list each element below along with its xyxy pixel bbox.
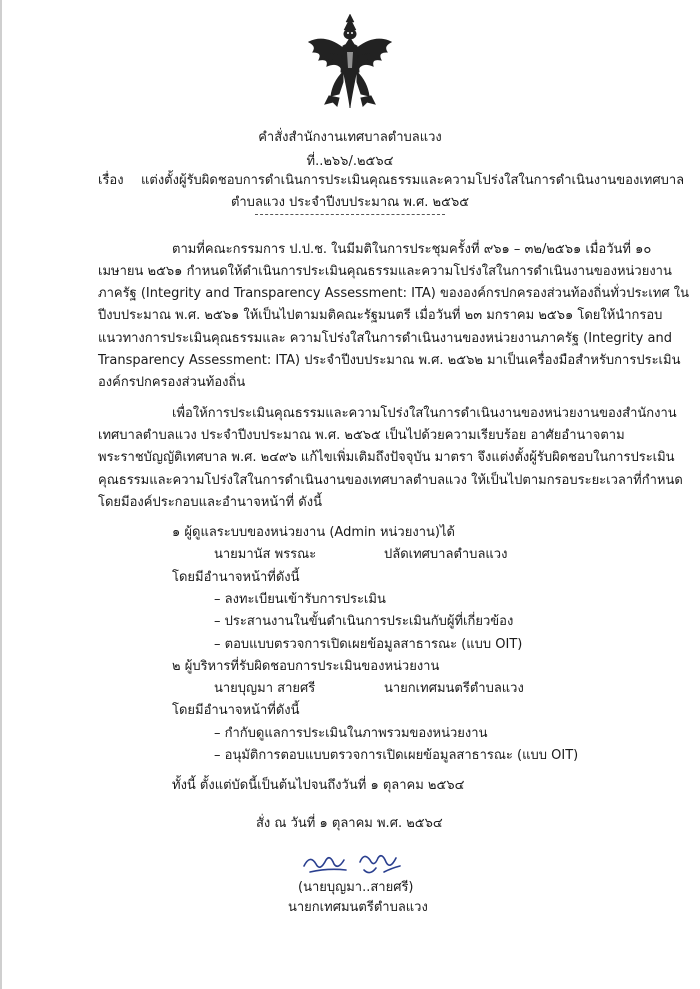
duty-item: – กำกับดูแลการประเมินในภาพรวมของหน่วยงาน [214, 726, 488, 741]
paragraph-1-line: Transparency Assessment: ITA) ประจำปีงบประมาณ พ.ศ. ๒๕๖๒ มาเป็นเครื่องมือสำหรับการประเมิน [98, 353, 681, 368]
section-2-duties-heading: โดยมีอำนาจหน้าที่ดังนี้ [172, 703, 300, 718]
subject-line-2: ตำบลแวง ประจำปีงบประมาณ พ.ศ. ๒๕๖๕ [230, 195, 470, 210]
section-1-duties-heading: โดยมีอำนาจหน้าที่ดังนี้ [172, 570, 300, 585]
paragraph-1-line: แนวทางการประเมินคุณธรรมและ ความโปร่งใสในการดำเนินงานของหน่วยงานภาครัฐ (Integrity and [98, 331, 672, 346]
section-1-person-position: ปลัดเทศบาลตำบลแวง [384, 547, 508, 562]
paragraph-2-line: โดยมีองค์ประกอบและอำนาจหน้าที่ ดังนี้ [98, 495, 322, 510]
garuda-emblem-icon [303, 12, 397, 112]
paragraph-1-line: ปีงบประมาณ พ.ศ. ๒๕๖๑ ให้เป็นไปตามมติคณะรัฐมนตรี เมื่อวันที่ ๒๓ มกราคม ๒๕๖๑ โดยให้นำกรอบ [98, 308, 663, 323]
paragraph-2-line: เทศบาลตำบลแวง ประจำปีงบประมาณ พ.ศ. ๒๕๖๕ เป็นไปด้วยความเรียบร้อย อาศัยอำนาจตาม [98, 428, 625, 443]
section-2-person-position: นายกเทศมนตรีตำบลแวง [384, 681, 524, 696]
section-2-person-name: นายบุญมา สายศรี [214, 681, 316, 696]
paragraph-1-line: องค์กรปกครองส่วนท้องถิ่น [98, 375, 246, 390]
order-title: คำสั่งสำนักงานเทศบาลตำบลแวง [258, 130, 442, 145]
duty-item: – อนุมัติการตอบแบบตรวจการเปิดเผยข้อมูลสาธารณะ (แบบ OIT) [214, 748, 579, 763]
subject-line-1: แต่งตั้งผู้รับผิดชอบการดำเนินการประเมินคุณธรรมและความโปร่งใสในการดำเนินงานของเทศบาล [141, 173, 685, 188]
subject-label: เรื่อง [98, 173, 124, 188]
effective-statement: ทั้งนี้ ตั้งแต่บัดนี้เป็นต้นไปจนถึงวันที่ ๑ ตุลาคม ๒๕๖๔ [172, 778, 465, 793]
handwritten-signature-icon [300, 846, 410, 880]
duty-item: – ตอบแบบตรวจการเปิดเผยข้อมูลสาธารณะ (แบบ OIT) [214, 637, 523, 652]
separator-line [255, 214, 445, 215]
section-1-person-name: นายมานัส พรรณะ [214, 547, 317, 562]
paragraph-2-line: เพื่อให้การประเมินคุณธรรมและความโปร่งใสในการดำเนินงานของหน่วยงานของสำนักงาน [172, 406, 677, 421]
order-number: ที่..๒๖๖/.๒๕๖๔ [306, 154, 394, 169]
signed-date: สั่ง ณ วันที่ ๑ ตุลาคม พ.ศ. ๒๕๖๔ [256, 816, 443, 831]
signatory-name: (นายบุญมา..สายศรี) [298, 880, 414, 895]
duty-item: – ประสานงานในขั้นดำเนินการประเมินกับผู้ที่เกี่ยวข้อง [214, 614, 514, 629]
duty-item: – ลงทะเบียนเข้ารับการประเมิน [214, 592, 386, 607]
paragraph-2-line: คุณธรรมและความโปร่งใสในการดำเนินงานของเทศบาลตำบลแวง ให้เป็นไปตามกรอบระยะเวลาที่กำหนด [98, 473, 683, 488]
paragraph-1-line: เมษายน ๒๕๖๑ กำหนดให้ดำเนินการประเมินคุณธรรมและความโปร่งใสในการดำเนินงานของหน่วยงาน [98, 264, 672, 279]
paragraph-1-line: ตามที่คณะกรรมการ ป.ป.ช. ในมีมติในการประชุมครั้งที่ ๙๖๑ – ๓๒/๒๕๖๑ เมื่อวันที่ ๑๐ [172, 242, 652, 257]
section-2-heading: ๒ ผู้บริหารที่รับผิดชอบการประเมินของหน่วยงาน [172, 659, 440, 674]
paragraph-1-line: ภาครัฐ (Integrity and Transparency Assessment: ITA) ขององค์กรปกครองส่วนท้องถิ่นทั่วประเทศ ใน [98, 286, 690, 301]
section-1-heading: ๑ ผู้ดูแลระบบของหน่วยงาน (Admin หน่วยงาน)ได้ [172, 525, 455, 540]
paragraph-2-line: พระราชบัญญัติเทศบาล พ.ศ. ๒๔๙๖ แก้ไขเพิ่มเติมถึงปัจจุบัน มาตรา จึงแต่งตั้งผู้รับผิดชอบในการประเมิน [98, 450, 675, 465]
signatory-position: นายกเทศมนตรีตำบลแวง [288, 900, 428, 915]
